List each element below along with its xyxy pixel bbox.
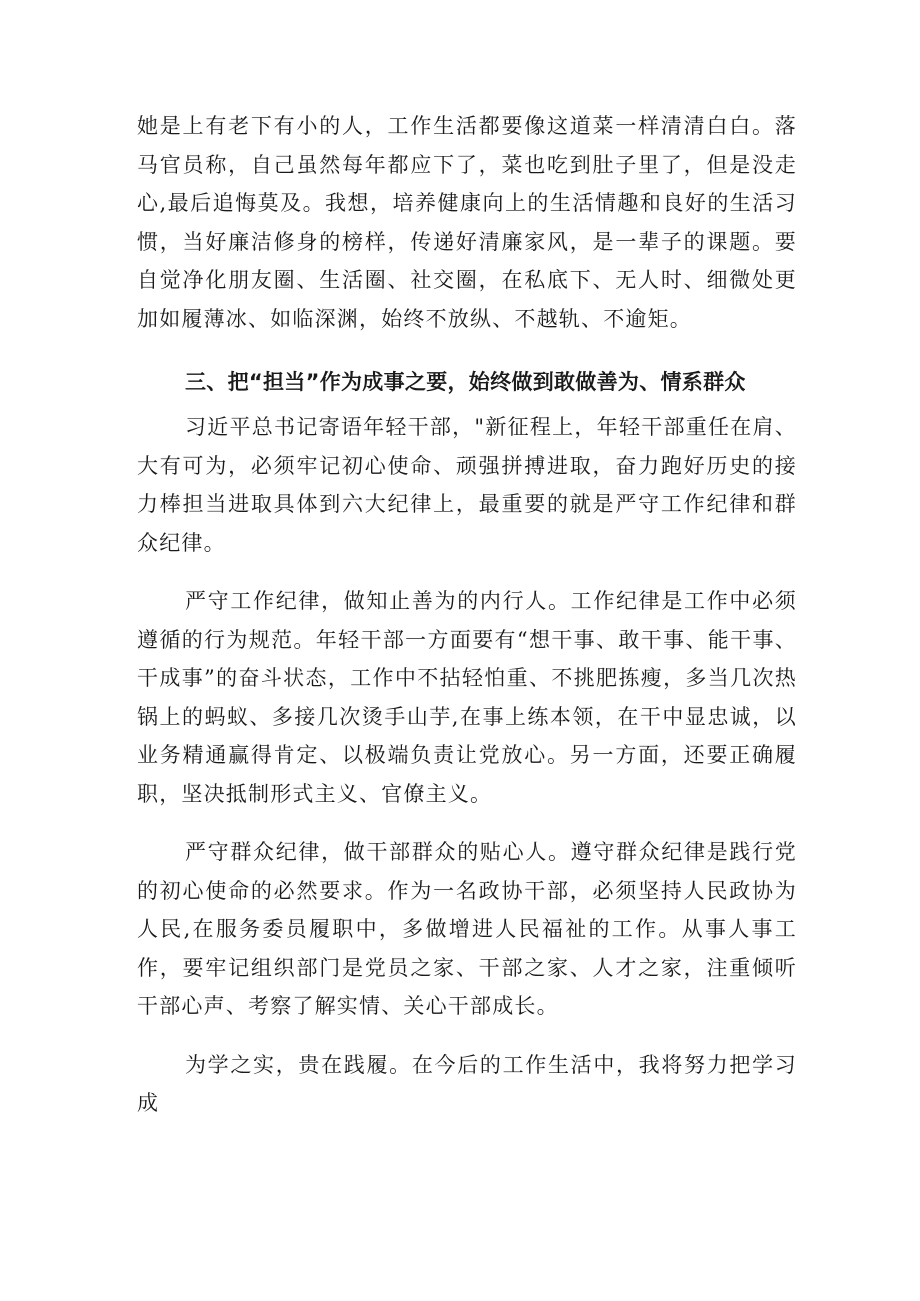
paragraph-mass-discipline: 严守群众纪律，做干部群众的贴心人。遵守群众纪律是践行党的初心使命的必然要求。作为一名政协干部，必须坚持人民政协为人民,在服务委员履职中，多做增进人民福祉的工作。从事人事工作，要牢记组织部门是党员之家、干部之家、人才之家，注重倾听干部心声、考察了解实情、关心干部成长。 — [137, 840, 797, 1018]
paragraph-work-discipline: 严守工作纪律，做知止善为的内行人。工作纪律是工作中必须遵循的行为规范。年轻干部一方面要有“想干事、敢干事、能干事、干成事”的奋斗状态，工作中不拈轻怕重、不挑肥拣瘦，多当几次热锅上的蚂蚁、多接几次烫手山芋,在事上练本领，在干中显忠诚，以业务精通赢得肯定、以极端负责让党放心。另一方面，还要正确履职，坚决抵制形式主义、官僚主义。 — [137, 589, 797, 806]
spacer — [137, 813, 797, 833]
paragraph-clean-living: 她是上有老下有小的人，工作生活都要像这道菜一样清清白白。落马官员称，自己虽然每年都应下了，菜也吃到肚子里了，但是没走心,最后追悔莫及。我想，培养健康向上的生活情趣和良好的生活习惯，当好廉洁修身的榜样，传递好清廉家风，是一辈子的课题。要自觉净化朋友圈、生活圈、社交圈，在私底下、无人时、细微处更加如履薄冰、如临深渊，始终不放纵、不越轨、不逾矩。 — [137, 114, 797, 331]
document-body — [137, 107, 797, 1123]
spacer — [137, 562, 797, 582]
section-heading: 三、把“担当”作为成事之要，始终做到敢做善为、情系群众 — [185, 370, 746, 394]
paragraph-xi-message: 习近平总书记寄语年轻干部，"新征程上，年轻干部重任在肩、大有可为，必须牢记初心使命、顽强拼搏进取，奋力跑好历史的接力棒担当进取具体到六大纪律上，最重要的就是严守工作纪律和群众纪律。 — [137, 415, 797, 555]
paragraph-practice: 为学之实，贵在践履。在今后的工作生活中，我将努力把学习成 — [137, 1052, 797, 1115]
spacer — [137, 1026, 797, 1046]
spacer — [137, 338, 797, 362]
